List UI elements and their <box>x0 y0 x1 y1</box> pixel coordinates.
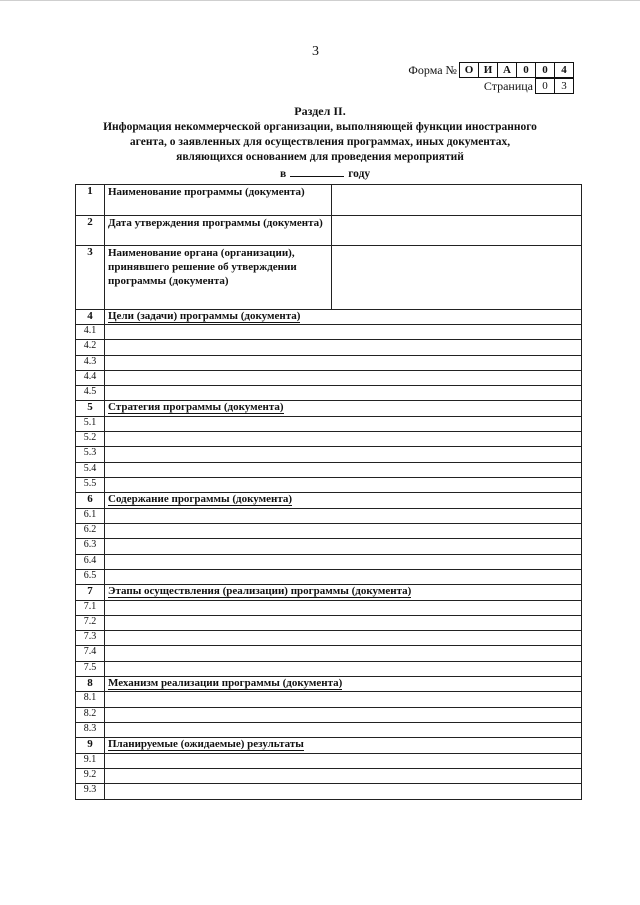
row-label: Дата утверждения программы (документа) <box>105 215 332 246</box>
entry-cell[interactable] <box>105 723 582 738</box>
entry-cell[interactable] <box>105 370 582 385</box>
entry-cell[interactable] <box>105 615 582 630</box>
scan-top-edge <box>0 0 640 1</box>
table-row <box>76 523 582 538</box>
subrow-number: 5.5 <box>76 478 105 493</box>
subrow-number: 6.5 <box>76 569 105 584</box>
page-code-label: Страница <box>483 79 533 93</box>
subrow-number: 8.2 <box>76 707 105 722</box>
section-title-line: агента, о заявленных для осуществления программах, иных документах, <box>129 136 511 148</box>
subrow-number: 8.3 <box>76 723 105 738</box>
table-row <box>76 615 582 630</box>
entry-cell[interactable] <box>105 416 582 431</box>
section-number: 5 <box>76 401 105 416</box>
section-label: Цели (задачи) программы (документа) <box>108 309 301 322</box>
entry-cell[interactable] <box>105 462 582 477</box>
subrow-number: 7.4 <box>76 646 105 661</box>
entry-cell[interactable] <box>105 539 582 554</box>
section-row <box>76 677 582 692</box>
row-number: 3 <box>76 246 105 309</box>
subrow-number: 6.4 <box>76 554 105 569</box>
subrow-number: 6.3 <box>76 539 105 554</box>
year-blank-field[interactable] <box>290 165 344 177</box>
subrow-number: 7.5 <box>76 661 105 676</box>
page-code-cell: 0 <box>535 78 555 94</box>
section-title-line: являющихся основанием для проведения мероприятий <box>176 151 464 163</box>
table-row <box>76 478 582 493</box>
page-code-cell: 3 <box>554 78 574 94</box>
subrow-number: 7.1 <box>76 600 105 615</box>
subrow-number: 6.1 <box>76 508 105 523</box>
table-row <box>76 784 582 800</box>
entry-cell[interactable] <box>105 523 582 538</box>
table-row <box>76 723 582 738</box>
entry-cell[interactable] <box>105 646 582 661</box>
entry-cell[interactable] <box>105 784 582 800</box>
entry-cell[interactable] <box>105 355 582 370</box>
value-cell[interactable] <box>332 185 582 216</box>
section-label: Стратегия программы (документа) <box>108 401 284 414</box>
section-label: Содержание программы (документа) <box>108 493 293 506</box>
subrow-number: 7.3 <box>76 631 105 646</box>
table-row <box>76 631 582 646</box>
subrow-number: 6.2 <box>76 523 105 538</box>
form-code-cell: И <box>478 62 498 78</box>
table-row <box>76 753 582 768</box>
section-number: 9 <box>76 738 105 753</box>
page-code-row <box>484 78 574 94</box>
subrow-number: 9.1 <box>76 753 105 768</box>
section-number: 7 <box>76 585 105 600</box>
section-number: 6 <box>76 493 105 508</box>
section-number: 8 <box>76 677 105 692</box>
subrow-number: 5.4 <box>76 462 105 477</box>
entry-cell[interactable] <box>105 569 582 584</box>
section-row <box>76 309 582 324</box>
entry-cell[interactable] <box>105 753 582 768</box>
entry-cell[interactable] <box>105 447 582 462</box>
form-number-label: Форма № <box>408 63 457 77</box>
table-row <box>76 246 582 309</box>
section-label: Этапы осуществления (реализации) программы (документа) <box>108 585 412 598</box>
table-row <box>76 215 582 246</box>
table-row <box>76 554 582 569</box>
entry-cell[interactable] <box>105 386 582 401</box>
entry-cell[interactable] <box>105 432 582 447</box>
table-row <box>76 185 582 216</box>
table-row <box>76 569 582 584</box>
section-title <box>60 120 580 165</box>
value-cell[interactable] <box>332 246 582 309</box>
subrow-number: 5.1 <box>76 416 105 431</box>
form-number-row <box>408 62 574 78</box>
entry-cell[interactable] <box>105 631 582 646</box>
subrow-number: 5.2 <box>76 432 105 447</box>
subrow-number: 5.3 <box>76 447 105 462</box>
entry-cell[interactable] <box>105 324 582 339</box>
section-row <box>76 738 582 753</box>
entry-cell[interactable] <box>105 478 582 493</box>
year-line <box>280 165 370 180</box>
table-row <box>76 370 582 385</box>
section-title-line: Информация некоммерческой организации, выполняющей функции иностранного <box>103 121 537 133</box>
table-row <box>76 432 582 447</box>
table-row <box>76 324 582 339</box>
table-row <box>76 340 582 355</box>
subrow-number: 9.2 <box>76 768 105 783</box>
subrow-number: 4.2 <box>76 340 105 355</box>
form-code-cell: 4 <box>554 62 574 78</box>
table-row <box>76 661 582 676</box>
entry-cell[interactable] <box>105 600 582 615</box>
table-row <box>76 707 582 722</box>
table-row <box>76 416 582 431</box>
section-row <box>76 401 582 416</box>
subrow-number: 4.3 <box>76 355 105 370</box>
table-row <box>76 646 582 661</box>
section-label: Механизм реализации программы (документа) <box>108 677 343 690</box>
program-table <box>75 184 582 800</box>
subrow-number: 4.1 <box>76 324 105 339</box>
form-code-cell: А <box>497 62 517 78</box>
entry-cell[interactable] <box>105 554 582 569</box>
subrow-number: 4.5 <box>76 386 105 401</box>
subrow-number: 4.4 <box>76 370 105 385</box>
table-row <box>76 386 582 401</box>
form-code-cell: 0 <box>516 62 536 78</box>
entry-cell[interactable] <box>105 340 582 355</box>
value-cell[interactable] <box>332 215 582 246</box>
section-label: Планируемые (ожидаемые) результаты <box>108 738 304 751</box>
table-row <box>76 600 582 615</box>
table-row <box>76 692 582 707</box>
section-heading: Раздел II. <box>294 104 346 118</box>
form-code-cell: О <box>459 62 479 78</box>
entry-cell[interactable] <box>105 768 582 783</box>
table-row <box>76 355 582 370</box>
table-row <box>76 539 582 554</box>
entry-cell[interactable] <box>105 707 582 722</box>
subrow-number: 9.3 <box>76 784 105 800</box>
section-row <box>76 585 582 600</box>
section-number: 4 <box>76 309 105 324</box>
page-number: 3 <box>312 44 319 59</box>
entry-cell[interactable] <box>105 692 582 707</box>
year-prefix: в <box>280 168 287 180</box>
table-row <box>76 508 582 523</box>
section-row <box>76 493 582 508</box>
entry-cell[interactable] <box>105 661 582 676</box>
subrow-number: 8.1 <box>76 692 105 707</box>
row-label: Наименование программы (документа) <box>105 185 332 216</box>
table-row <box>76 447 582 462</box>
row-number: 1 <box>76 185 105 216</box>
form-code-cell: 0 <box>535 62 555 78</box>
entry-cell[interactable] <box>105 508 582 523</box>
row-number: 2 <box>76 215 105 246</box>
year-suffix: году <box>348 168 371 180</box>
row-label: Наименование органа (организации), принявшего решение об утверждении программы (документа) <box>105 246 332 309</box>
table-row <box>76 462 582 477</box>
table-row <box>76 768 582 783</box>
subrow-number: 7.2 <box>76 615 105 630</box>
